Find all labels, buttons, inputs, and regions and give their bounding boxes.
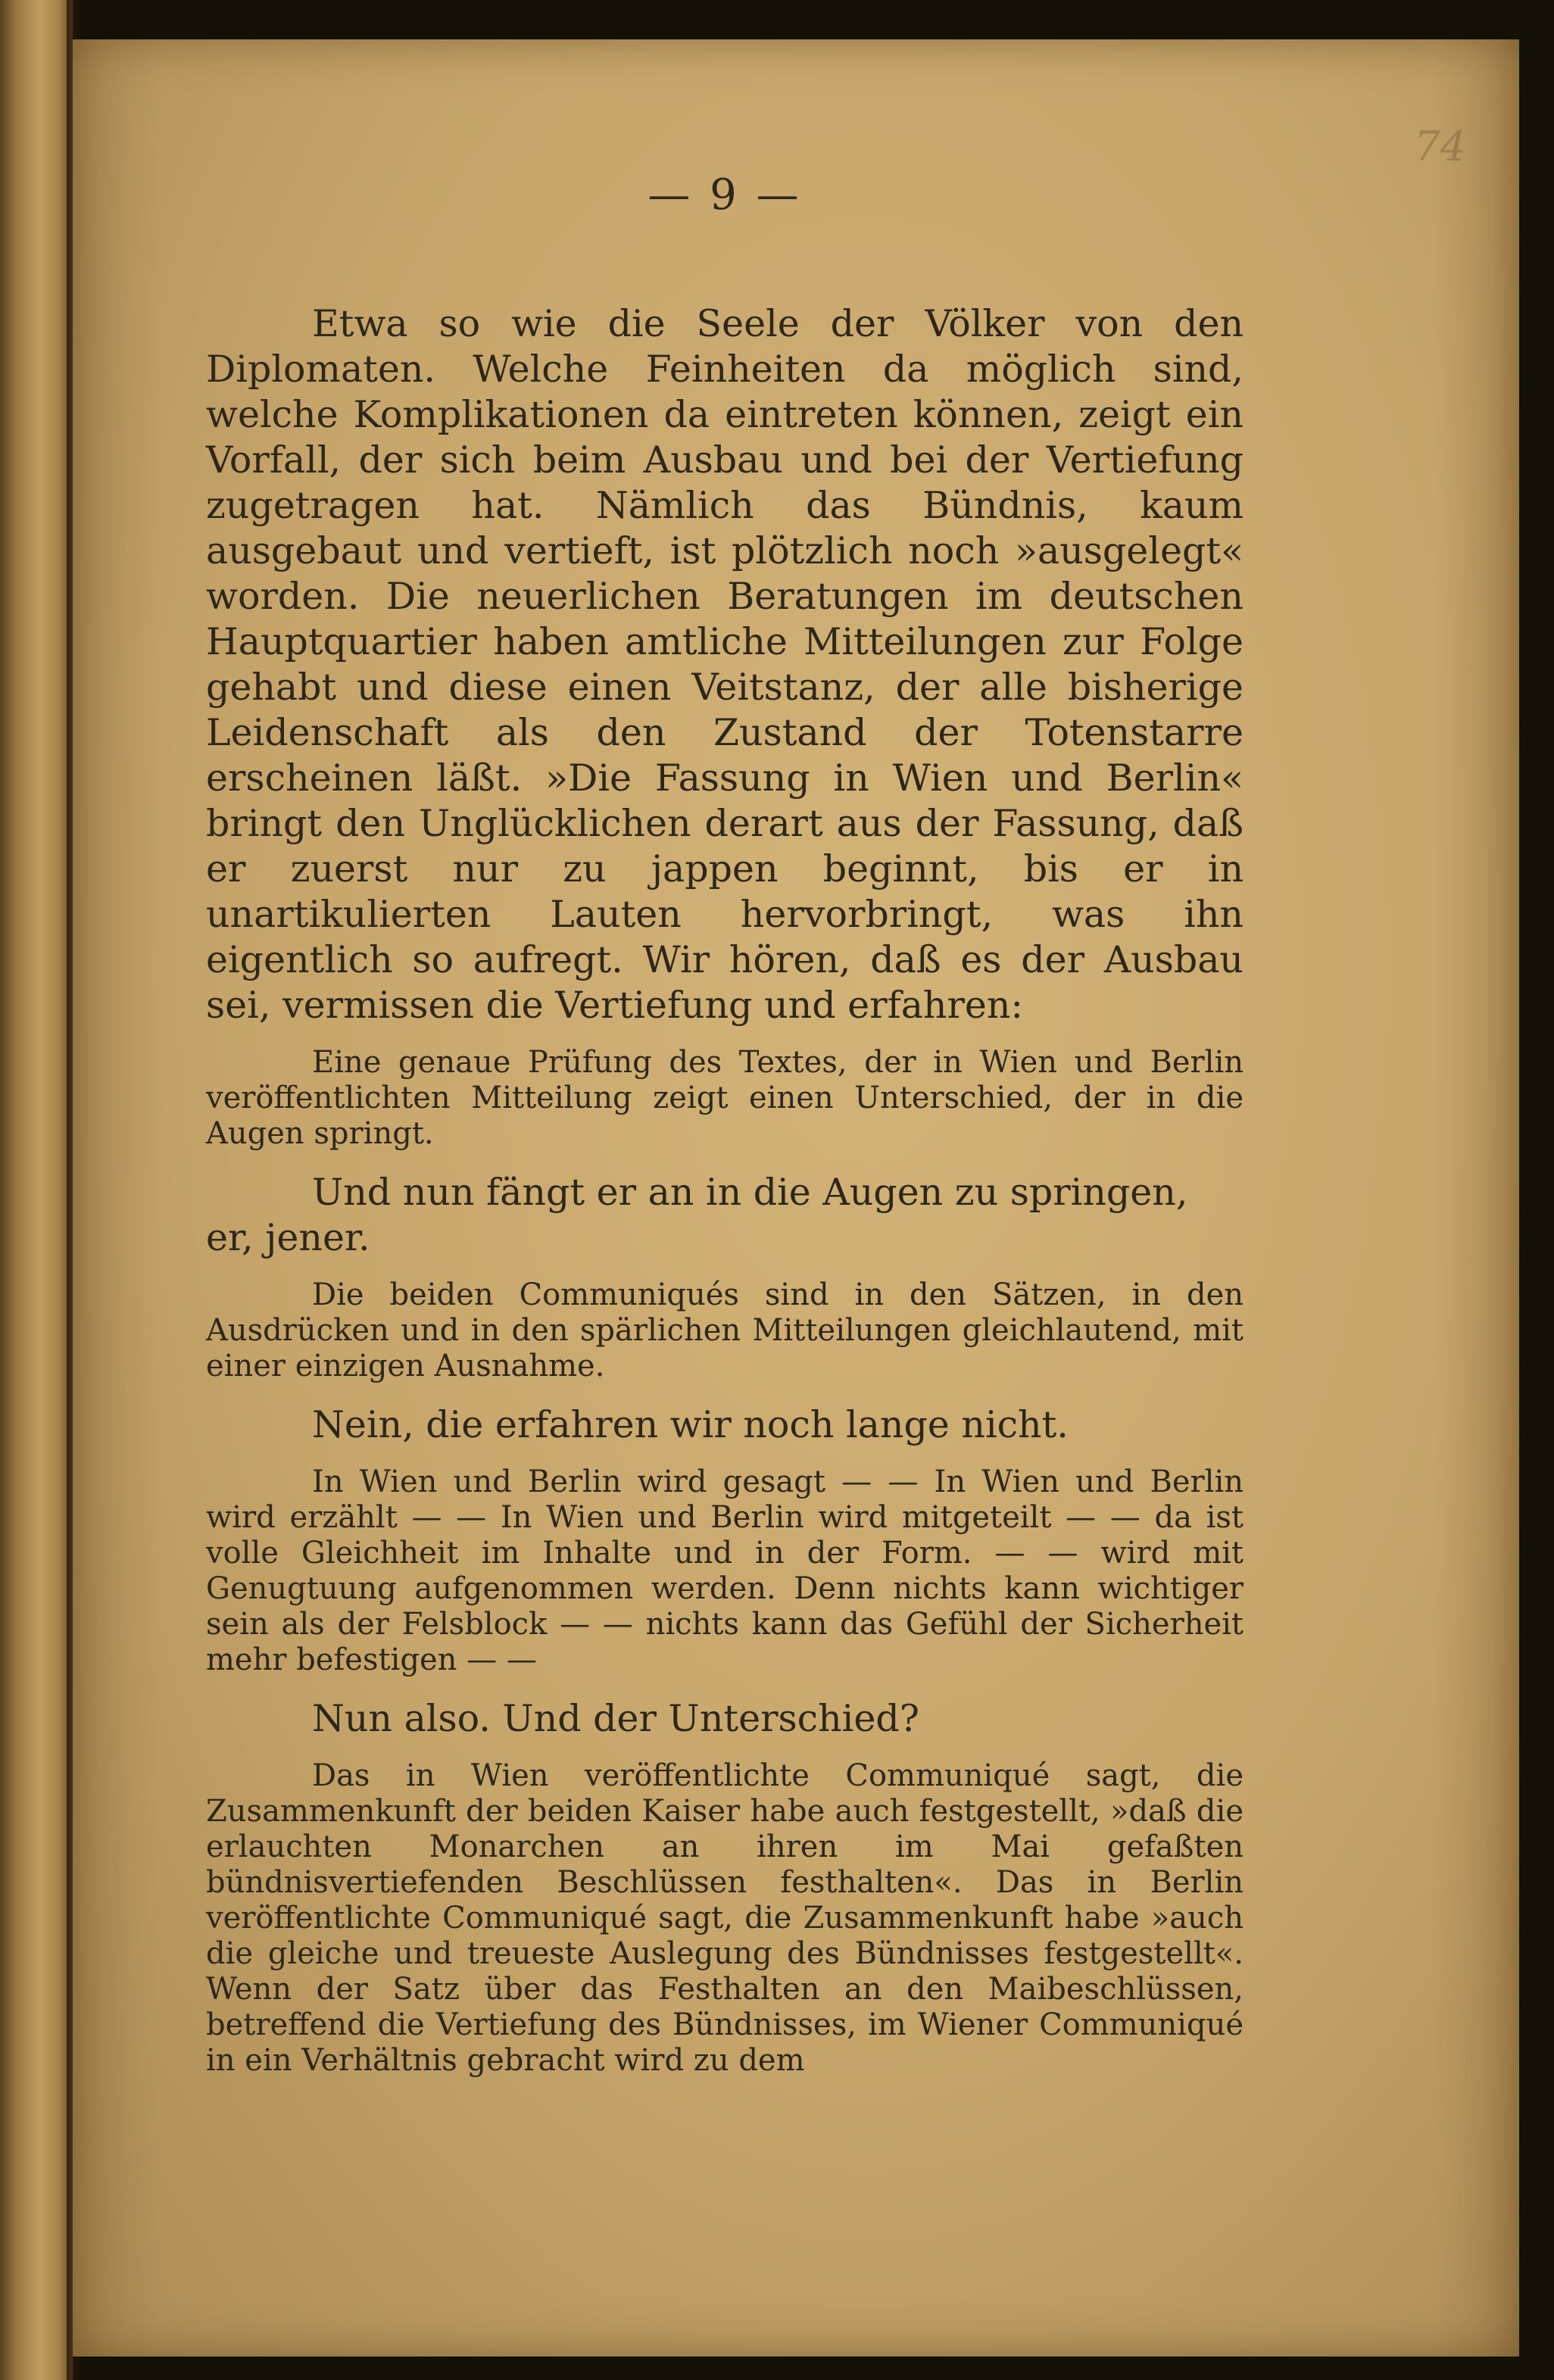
page-number: — 9 — <box>648 170 802 220</box>
body-paragraph: Etwa so wie die Seele der Völker von den Diplomaten. Welche Feinheiten da möglich sind, welche Komplikationen da eintreten können, zeigt ein Vorfall, der sich beim Ausbau und bei der Vertiefung zugetragen hat. Nämlich das Bündnis, kaum ausgebaut und vertieft, ist plötzlich noch »ausgelegt« worden. Die neuerlichen Beratungen im deutschen Hauptquartier haben amtliche Mitteilungen zur Folge gehabt und diese einen Veitstanz, der alle bisherige Leidenschaft als den Zustand der Totenstarre erscheinen läßt. »Die Fassung in Wien und Berlin« bringt den Unglücklichen derart aus der Fassung, daß er zuerst nur zu jappen beginnt, bis er in unartikulierten Lauten hervorbringt, was ihn eigentlich so aufregt. Wir hören, daß es der Ausbau sei, vermissen die Vertiefung und erfahren: <box>206 302 1244 1027</box>
commentary-line: Und nun fängt er an in die Augen zu springen, er, jener. <box>206 1171 1188 1259</box>
quoted-communique: Das in Wien veröffentlichte Communiqué sagt, die Zusammenkunft der beiden Kaiser habe auch festgestellt, »daß die erlauchten Monarchen an ihren im Mai gefaßten bündnisvertiefenden Beschlüssen festhalten«. Das in Berlin veröffentlichte Communiqué sagt, die Zusammenkunft habe »auch die gleiche und treueste Auslegung des Bündnisses festgestellt«. Wenn der Satz über das Festhalten an den Maibeschlüssen, betreffend die Vertiefung des Bündnisses, im Wiener Communiqué in ein Verhältnis gebracht wird zu dem <box>206 1758 1244 2078</box>
pencil-corner-mark: 74 <box>1414 123 1466 170</box>
quoted-communique: Die beiden Communiqués sind in den Sätzen, in den Ausdrücken und in den spärlichen Mitteilungen gleichlautend, mit einer einzigen Ausnahme. <box>206 1277 1244 1383</box>
quoted-communique: Eine genaue Prüfung des Textes, der in Wien und Berlin veröffentlichten Mitteilung zeigt einen Unterschied, der in die Augen springt. <box>206 1045 1244 1151</box>
page-text <box>206 170 1244 2097</box>
commentary-line: Nein, die erfahren wir noch lange nicht. <box>312 1403 1069 1446</box>
quoted-communique: In Wien und Berlin wird gesagt — — In Wien und Berlin wird erzählt — — In Wien und Berlin wird mitgeteilt — — da ist volle Gleichheit im Inhalte und in der Form. — — wird mit Genugtuung aufgenommen werden. Denn nichts kann wichtiger sein als der Felsblock — — nichts kann das Gefühl der Sicherheit mehr befestigen — — <box>206 1464 1244 1677</box>
commentary-line: Nun also. Und der Unterschied? <box>312 1697 919 1740</box>
facing-page-edge <box>0 0 73 2380</box>
